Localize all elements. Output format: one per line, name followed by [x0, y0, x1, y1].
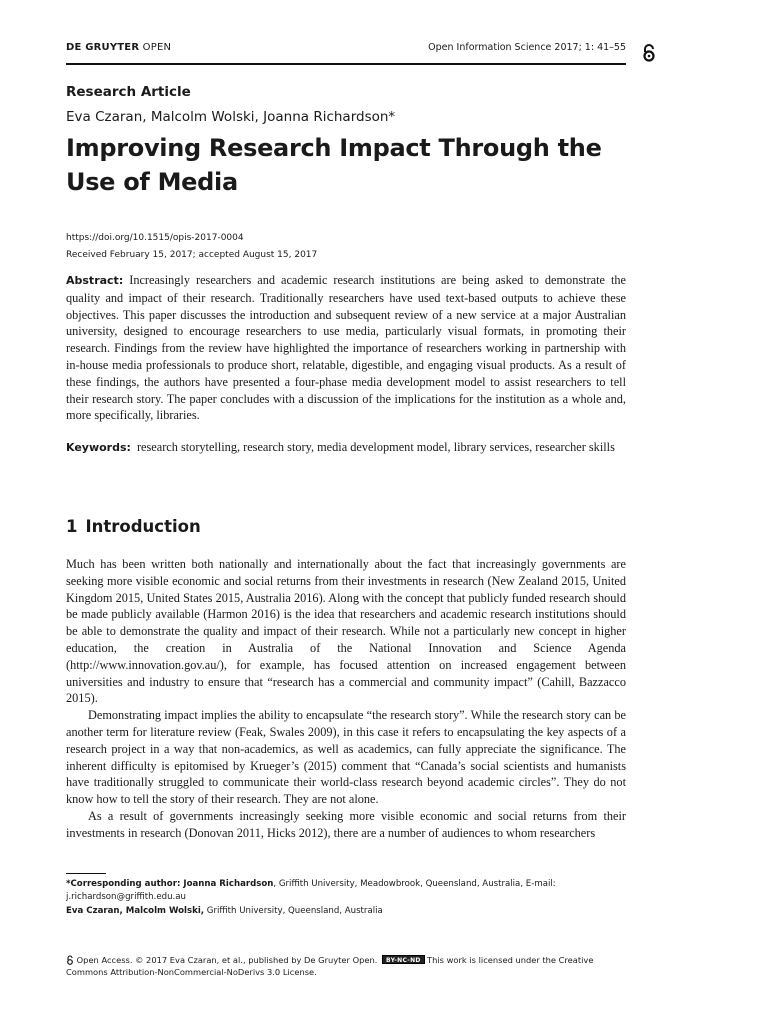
license-prefix: Open Access. © 2017 Eva Czaran, et al., published by De Gruyter Open. [76, 955, 378, 965]
author-affiliation-label: Eva Czaran, Malcolm Wolski, [66, 905, 205, 916]
page-header [66, 41, 626, 65]
section-number: 1 [66, 517, 78, 536]
abstract-label: Abstract: [66, 274, 124, 287]
doi-link[interactable]: https://doi.org/10.1515/opis-2017-0004 [66, 233, 244, 243]
cc-license-badge-icon[interactable] [382, 955, 425, 964]
journal-citation: Open Information Science 2017; 1: 41–55 [428, 42, 626, 53]
abstract-text: Increasingly researchers and academic research institutions are being asked to demonstrate the quality and impact of their research. Traditionally researchers have used text-based outputs to achieve these objectives. This paper discusses the introduction and subsequent review of a new service at a major Australian university, designed to encourage researchers to use media, particularly visual formats, in promoting their research. Findings from the review have highlighted the importance of researchers working in partnership with in-house media professionals to produce short, relatable, digestible, and engaging visual products. As a result of these findings, the authors have presented a four-phase media development model to assist researchers to tell their research story. The paper concludes with a discussion of the implications for the institution as a whole and, more specifically, libraries. [66, 273, 626, 423]
open-access-small-icon [66, 955, 74, 965]
footnotes [66, 878, 626, 918]
article-title: Improving Research Impact Through the Use of Media [66, 134, 602, 196]
section-heading-introduction [66, 517, 201, 536]
author-affiliation-details: Griffith University, Queensland, Australia [204, 905, 383, 916]
cc-badge-text: BY-NC-ND [386, 957, 421, 964]
corresponding-author-note [66, 878, 626, 905]
keywords-text: research storytelling, research story, media development model, library services, researcher skills [136, 440, 615, 454]
open-access-lock-icon [641, 43, 657, 62]
publisher-name [66, 42, 171, 53]
paragraph-1: Much has been written both nationally and internationally about the fact that increasingly governments are seeking more visible economic and social returns from their investments in research (New Zealand 2015, United Kingdom 2015, United States 2015, Australia 2016). Along with the concept that publicly funded research should be made publicly available (Harmon 2016) is the idea that researchers and academic research institutions should be able to demonstrate the quality and impact of their research. While not a particularly new concept in higher education, the creation in Australia of the National Innovation and Science Agenda (http://www.innovation.gov.au/), for example, has focused attention on increased engagement between universities and industry to ensure that “research has a commercial and community impact” (Cahill, Bazzacco 2015). [66, 557, 626, 706]
keywords [66, 439, 626, 457]
corresponding-author-details: , Griffith University, Meadowbrook, Queensland, Australia, E-mail: j.richardson@griffith.edu.au [66, 879, 556, 903]
article-type: Research Article [66, 84, 191, 100]
author-list: Eva Czaran, Malcolm Wolski, Joanna Richardson* [66, 109, 396, 125]
paragraph-2: Demonstrating impact implies the ability to encapsulate “the research story”. While the research story can be another term for literature review (Feak, Swales 2009), in this case it refers to encapsulating the key aspects of a research project in a way that non-academics, as well as academics, can fully appreciate the significance. The inherent difficulty is epitomised by Krueger’s (2015) comment that “Canada’s social scientists and humanists have traditionally struggled to communicate their world-class research beyond academic circles”. They do not know how to tell the story of their research. They are not alone. [66, 708, 626, 807]
section-title: Introduction [85, 517, 201, 536]
paragraph-3: As a result of governments increasingly seeking more visible economic and social returns from their investments in research (Donovan 2011, Hicks 2012), there are a number of audiences to whom researchers [66, 808, 626, 840]
author-affiliation-note [66, 905, 626, 918]
publisher-light: OPEN [142, 42, 172, 53]
license-statement [66, 955, 631, 978]
license-suffix: This work is licensed under the Creative Commons Attribution-NonCommercial-NoDerivs 3.0 License. [66, 955, 594, 977]
publisher-bold: DE GRUYTER [66, 42, 140, 53]
footnote-divider [66, 873, 106, 874]
submission-dates: Received February 15, 2017; accepted August 15, 2017 [66, 250, 318, 260]
abstract [66, 272, 626, 424]
keywords-label: Keywords: [66, 441, 131, 454]
corresponding-author-label: *Corresponding author: Joanna Richardson [66, 879, 274, 889]
body-text [66, 556, 626, 842]
